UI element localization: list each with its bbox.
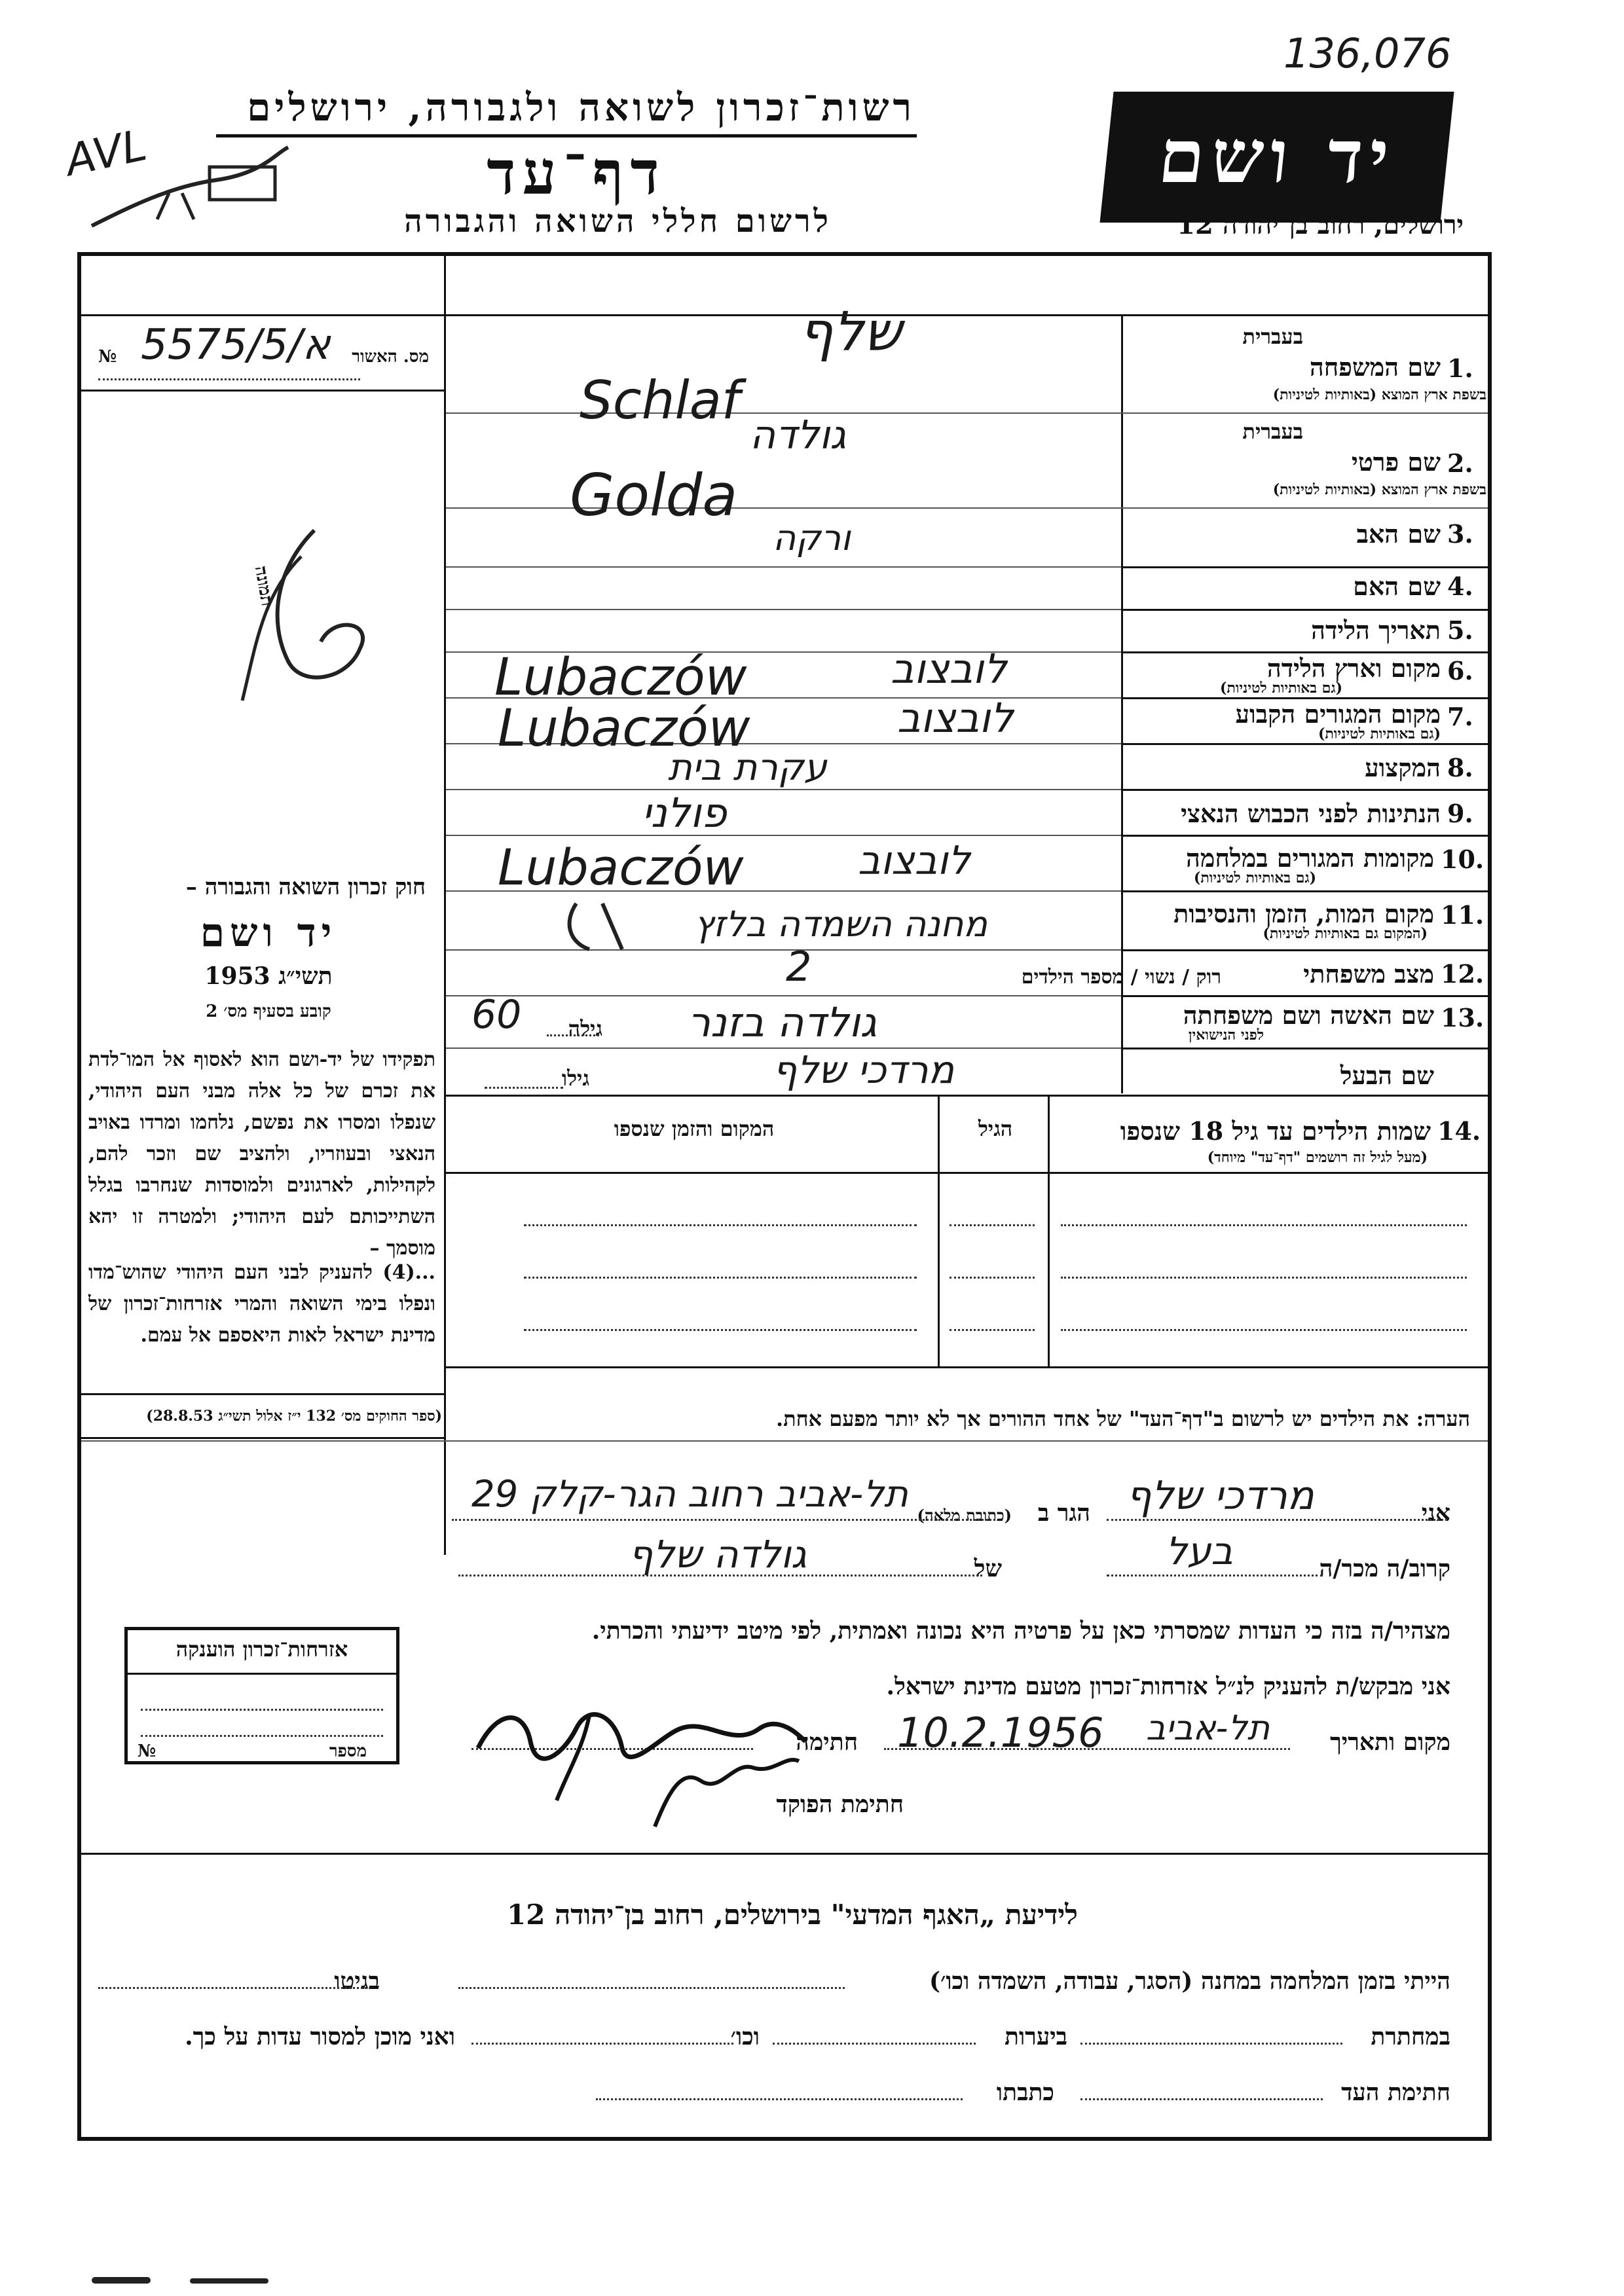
field-11-bracket [563, 897, 635, 956]
field-11-sub: (המקום גם באותיות לטיניות) [1263, 925, 1428, 942]
field-12-label: מצב משפחתי [1303, 959, 1434, 989]
field-10-value-hebrew: לובצוב [858, 838, 970, 884]
field-5-number: 5. [1447, 615, 1473, 645]
field-12-number: 12. [1441, 959, 1485, 989]
address: ירושלים, רחוב בן־יהודה 12 [1177, 210, 1464, 240]
signature-label: חתימה [796, 1728, 858, 1756]
approval-number-value: א/5575/5 [141, 321, 331, 369]
law-clause: קובע בסעיף מס׳ 2 [206, 1002, 331, 1021]
stamp-number: 136,076 [1283, 29, 1452, 77]
field-13-age: 60 [471, 992, 522, 1038]
husband-age-label: גילו [561, 1066, 589, 1091]
bottom-line3-a: חתימת העד [1341, 2079, 1450, 2106]
field-1-label: שם המשפחה [1309, 352, 1441, 382]
field-6-sub: (גם באותיות לטיניות) [1219, 680, 1342, 697]
field-6-number: 6. [1447, 656, 1473, 685]
law-name: יד ושם [200, 910, 337, 956]
children-number: 14. [1437, 1116, 1481, 1146]
margin-scribble [79, 128, 301, 246]
field-2-label: שם פרטי [1351, 447, 1441, 477]
citizenship-box-title: אזרחות־זכרון הוענקה [175, 1637, 348, 1662]
law-year: תשי״ג 1953 [204, 962, 333, 990]
field-10-label: מקומות המגורים במלחמה [1186, 843, 1434, 873]
relation-value: בעל [1166, 1529, 1233, 1573]
photo-label: תמונה [250, 564, 277, 608]
field-1-number: 1. [1447, 354, 1473, 383]
place-date-label: מקום ותאריך [1330, 1728, 1450, 1756]
officer-signature-label: חתימת הפוקד [776, 1791, 904, 1818]
field-9-value: פולני [642, 789, 727, 837]
field-12-options: רוק / נשוי / מספר הילדים [1021, 966, 1221, 989]
law-paragraph-1: תפקידו של יד-ושם הוא לאסוף אל המו־לדת את זכרם של כל אלה מבני העם היהודי, שנפלו ומסרו את נפשם, נלחמו ומרדו באויב הנאצי ובעוזריו, ולהציב שם וזכר להם, לקהילות, לארגונים ולמוסדות שנחרבו בגלל השתייכותם לעם היהודי; ולמטרה זו יהא מוסמך – [88, 1048, 435, 1260]
field-6-value-hebrew: לובצוב [891, 645, 1007, 693]
bottom-line1-a: הייתי בזמן המלחמה במחנה (הסגר, עבודה, השמדה וכו׳) [929, 1967, 1450, 1995]
field-12-value: 2 [786, 943, 812, 991]
children-label: שמות הילדים עד גיל 18 שנספו [1120, 1116, 1431, 1146]
field-10-sub: (גם באותיות לטיניות) [1193, 869, 1316, 886]
husband-value: מרדכי שלף [773, 1048, 955, 1092]
date-value: 10.2.1956 [897, 1709, 1104, 1757]
field-11-value: מחנה השמדה בלזץ [694, 903, 987, 945]
bottom-line2-b: ביערות [1004, 2023, 1067, 2050]
field-7-sub: (גם באותיות לטיניות) [1318, 725, 1441, 742]
yad-vashem-logo: יד ושם [1099, 92, 1454, 223]
relation-label: קרוב/ה מכר/ה [1319, 1555, 1450, 1582]
declarant-address: תל-אביב רחוב הגר-קלק 29 [471, 1473, 908, 1516]
field-4-label: שם האם [1353, 572, 1441, 601]
form-subtitle: לרשום חללי השואה והגבורה [404, 203, 832, 240]
citizenship-number-label: מספר [329, 1741, 367, 1761]
field-13-label: שם האשה ושם משפחתה [1183, 1000, 1434, 1030]
child-row-3 [524, 1329, 917, 1331]
field-13-value: גולדה בזנר [688, 998, 877, 1046]
field-9-label: הנתינות לפני הכבוש הנאצי [1181, 799, 1441, 828]
law-reference: (ספר החוקים מס׳ 132 י״ז אלול תשי״ג 28.8.53) [146, 1408, 442, 1425]
children-sub: (מעל לגיל זה רושמים "דף־עד" מיוחד) [1207, 1149, 1428, 1166]
field-10-number: 10. [1441, 845, 1485, 874]
field-5-label: תאריך הלידה [1311, 615, 1441, 645]
field-3-number: 3. [1447, 519, 1473, 549]
field-9-number: 9. [1447, 799, 1473, 828]
field-13-age-label: גילה [568, 1016, 602, 1041]
field-2-sub: בשפת ארץ המוצא (באותיות לטיניות) [1272, 481, 1486, 498]
child-row-1 [524, 1224, 917, 1226]
field-1-value-latin: Schlaf [580, 370, 740, 431]
citizenship-number-suffix: № [138, 1741, 157, 1761]
photo-signature [216, 517, 386, 733]
bottom-line3-b: כתבתו [996, 2079, 1054, 2106]
scan-mark [92, 2277, 151, 2284]
field-11-label: מקום המות, הזמן והנסיבות [1173, 899, 1434, 928]
field-8-number: 8. [1447, 753, 1473, 782]
resident-label: הגר ב [1037, 1499, 1090, 1527]
bottom-line2-d: ואני מוכן למסור עדות על כך. [185, 2023, 455, 2050]
field-1-hebrew-tag: בעברית [1242, 324, 1303, 349]
bottom-line1-b: בגיטו [334, 1967, 380, 1995]
of-value: גולדה שלף [629, 1532, 807, 1576]
scan-mark [190, 2278, 268, 2284]
field-11-number: 11. [1441, 900, 1485, 930]
approval-number-block [88, 321, 435, 380]
law-paragraph-2: ...(4) להעניק לבני העם היהודי שהוש־מדו ונפלו בימי השואה והמרי אזרחות־זכרון של מדינת ישראל לאות היאספם אל עמם. [88, 1261, 435, 1347]
form-title: דף־עד [487, 137, 666, 208]
request-line: אני מבקש/ת להעניק לנ״ל אזרחות־זכרון מטעם מדינת ישראל. [886, 1673, 1450, 1700]
declarant-name: מרדכי שלף [1126, 1473, 1314, 1519]
authority-name: רשות־זכרון לשואה ולגבורה, ירושלים [247, 85, 915, 130]
declaration-line: מצהיר/ה בזה כי העדות שמסרתי כאן על פרטיה היא נכונה ואמתית, לפי מיטב ידיעתי והכרתי. [591, 1617, 1450, 1645]
field-8-label: המקצוע [1365, 753, 1441, 782]
child-row-2 [524, 1277, 917, 1279]
approval-number-label: מס. האשור [352, 347, 429, 367]
children-col-place: המקום והזמן שנספו [614, 1116, 775, 1141]
field-7-number: 7. [1447, 702, 1473, 731]
of-label: של [974, 1555, 1002, 1582]
field-2-value-hebrew: גולדה [750, 412, 847, 458]
bottom-line2-a: במחתרת [1371, 2023, 1450, 2050]
margin-note: AVL [61, 119, 151, 187]
place-value: תל-אביב [1146, 1709, 1270, 1748]
field-6-value-latin: Lubaczów [494, 648, 747, 707]
field-2-hebrew-tag: בעברית [1242, 419, 1303, 444]
bottom-title: לידיעת „האגף המדעי" בירושלים, רחוב בן־יהודה 12 [507, 1899, 1078, 1931]
officer-signature [642, 1741, 812, 1840]
field-2-number: 2. [1447, 448, 1473, 478]
field-3-label: שם האב [1356, 519, 1441, 549]
bottom-line2-c: וכו׳ [730, 2023, 760, 2050]
declarant-label: אני [1421, 1499, 1450, 1527]
children-col-age: הגיל [978, 1116, 1013, 1141]
address-hint: (כתובת מלאה) [917, 1506, 1012, 1525]
field-10-value-latin: Lubaczów [498, 838, 744, 896]
field-2-value-latin: Golda [570, 462, 738, 529]
field-7-value-latin: Lubaczów [498, 699, 750, 758]
field-1-value-hebrew: שלף [799, 301, 902, 363]
husband-label: שם הבעל [1340, 1061, 1434, 1090]
field-6-label: מקום וארץ הלידה [1266, 653, 1441, 683]
approval-number-suffix: № [98, 347, 117, 367]
field-13-number: 13. [1441, 1003, 1485, 1032]
field-7-value-hebrew: לובצוב [897, 694, 1014, 742]
law-title: חוק זכרון השואה והגבורה – [185, 874, 426, 900]
field-1-sub: בשפת ארץ המוצא (באותיות לטיניות) [1272, 386, 1486, 403]
field-4-number: 4. [1447, 572, 1473, 601]
field-13-sub: לפני הנישואין [1188, 1027, 1264, 1044]
children-note: הערה: את הילדים יש לרשום ב"דף־העד" של אחד ההורים אך לא יותר מפעם אחת. [775, 1406, 1470, 1431]
field-8-value: עקרת בית [668, 746, 827, 789]
field-7-label: מקום המגורים הקבוע [1235, 699, 1441, 729]
field-3-value: ורקה [773, 517, 851, 558]
